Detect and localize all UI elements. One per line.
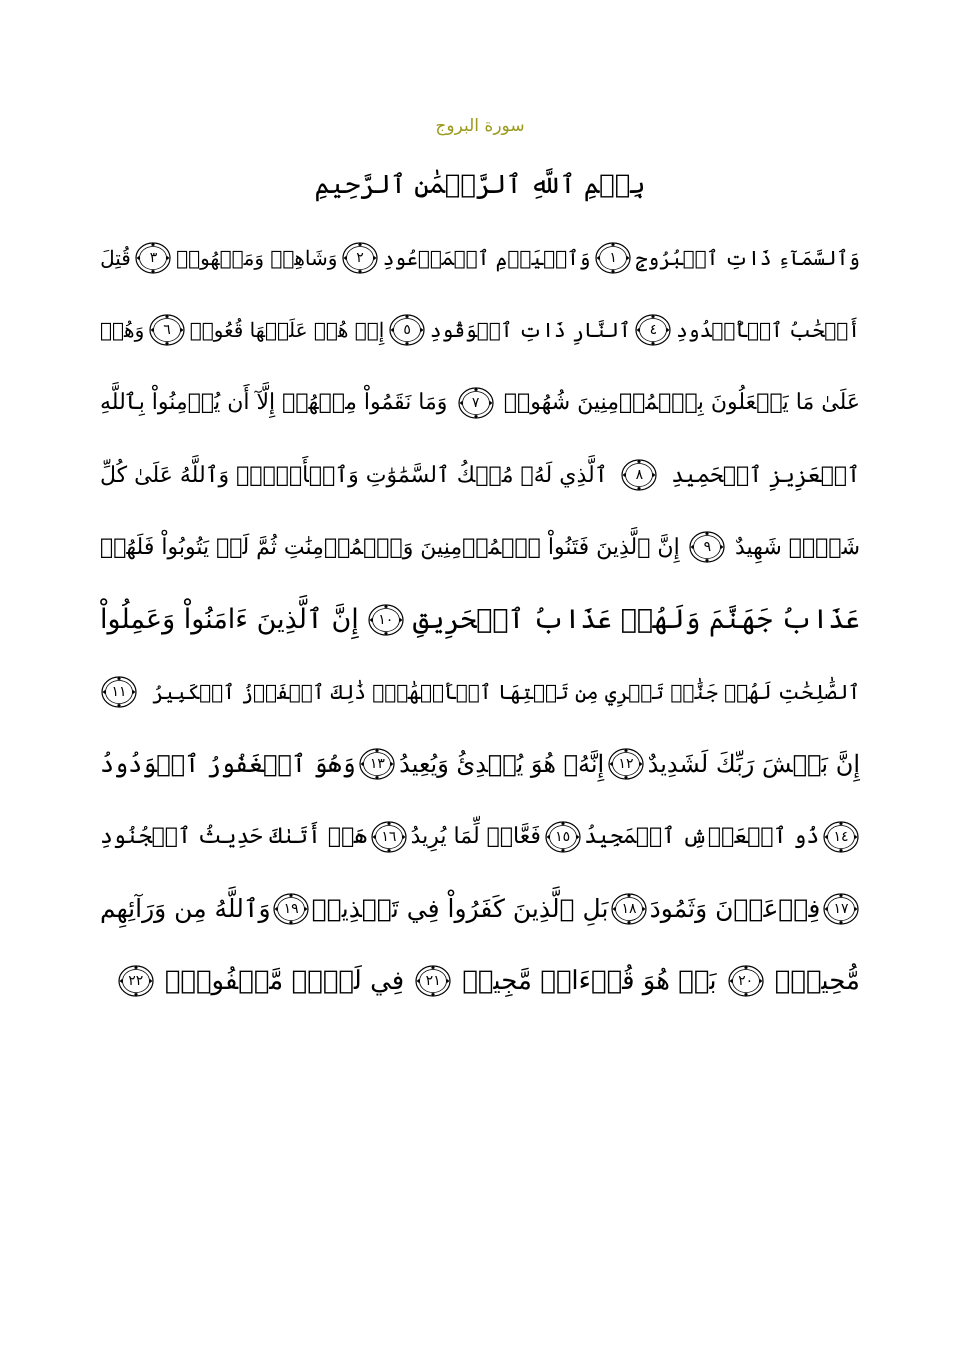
verse-number: ٩ xyxy=(703,539,712,556)
verse-number-marker xyxy=(272,892,310,926)
verse-line xyxy=(100,800,860,872)
verse-text: وَمَا نَقَمُواْ مِنۡهُمۡ إِلَّآ أَن يُؤۡمِنُواْ بِٱللَّهِ xyxy=(100,390,448,416)
verse-text: فِرۡعَوۡنَ وَثَمُودَ xyxy=(649,894,821,924)
verse-number-marker xyxy=(341,241,379,275)
verse-text: ٱلنَّارِ ذَاتِ ٱلۡوَقُودِ xyxy=(429,318,631,343)
verse-line xyxy=(100,728,860,800)
verse-number-marker xyxy=(117,964,155,998)
verse-text: وَشَاهِدٖ وَمَشۡهُودٖ xyxy=(176,246,338,271)
verse-text: إِذۡ هُمۡ عَلَيۡهَا قُعُودٞ xyxy=(189,318,385,343)
verse-number: ١ xyxy=(609,250,617,267)
verse-text: إِنَّ بَطۡشَ رَبِّكَ لَشَدِيدٌ xyxy=(647,750,860,779)
verse-number-marker xyxy=(607,747,645,781)
verse-text: فِي لَوۡحٖ مَّحۡفُوظِۭ xyxy=(164,966,405,997)
verse-text: مُّحِيطُۢ xyxy=(774,966,860,997)
verse-number-marker xyxy=(544,820,582,854)
verse-text: قُتِلَ xyxy=(100,246,131,271)
verse-number-marker xyxy=(822,820,860,854)
verse-line xyxy=(100,945,860,1017)
verse-number: ١٨ xyxy=(621,900,637,917)
verse-block xyxy=(100,222,860,1017)
verse-text: عَلَىٰ مَا يَفۡعَلُونَ بِٱلۡمُؤۡمِنِينَ شُهُودٞ xyxy=(503,390,860,416)
verse-text: أَصۡحَٰبُ ٱلۡأُخۡدُودِ xyxy=(676,318,860,343)
verse-number-marker xyxy=(688,530,726,564)
verse-number: ٨ xyxy=(635,467,644,484)
verse-number: ٦ xyxy=(163,322,171,339)
verse-number: ١١ xyxy=(111,683,127,700)
verse-number: ٢١ xyxy=(425,973,441,990)
verse-text: وَهُوَ ٱلۡغَفُورُ ٱلۡوَدُودُ xyxy=(100,750,356,779)
verse-number-marker xyxy=(727,964,765,998)
verse-number-marker xyxy=(620,458,658,492)
verse-number-marker xyxy=(610,892,648,926)
verse-text: وَٱلسَّمَآءِ ذَاتِ ٱلۡبُرُوجِ xyxy=(635,246,860,271)
verse-text: بَلِ ٱلَّذِينَ كَفَرُواْ فِي تَكۡذِيبٖ xyxy=(311,894,609,924)
verse-number-marker xyxy=(634,313,672,347)
verse-number-marker xyxy=(822,892,860,926)
verse-text: ٱلَّذِي لَهُۥ مُلۡكُ ٱلسَّمَٰوَٰتِ وَٱلۡأَرۡضِۚ وَٱللَّهُ عَلَىٰ كُلِّ xyxy=(100,462,608,488)
verse-text: ذُو ٱلۡعَرۡشِ ٱلۡمَجِيدُ xyxy=(584,824,820,850)
verse-number-marker xyxy=(358,747,396,781)
verse-number-marker xyxy=(388,313,426,347)
verse-number: ٢ xyxy=(356,250,364,267)
verse-text: ٱلۡعَزِيزِ ٱلۡحَمِيدِ xyxy=(671,462,860,488)
verse-text: إِنَّ ٱلَّذِينَ فَتَنُواْ ٱلۡمُؤۡمِنِينَ وَٱلۡمُؤۡمِنَٰتِ ثُمَّ لَمۡ يَتُوبُواْ فَلَهُمۡ xyxy=(100,534,680,560)
verse-number: ١٦ xyxy=(381,828,397,845)
verse-text: عَذَابُ جَهَنَّمَ وَلَهُمۡ عَذَابُ ٱلۡحَرِيقِ xyxy=(412,604,860,636)
verse-text: فَعَّالٞ لِّمَا يُرِيدُ xyxy=(410,824,541,850)
verse-number: ١٥ xyxy=(555,828,571,845)
verse-number-marker xyxy=(414,964,452,998)
verse-number: ٥ xyxy=(403,322,411,339)
verse-number-marker xyxy=(367,603,405,637)
verse-number-marker xyxy=(100,675,138,709)
verse-number: ٧ xyxy=(471,394,480,411)
verse-number: ١٧ xyxy=(833,900,849,917)
verse-text: هَلۡ أَتَىٰكَ حَدِيثُ ٱلۡجُنُودِ xyxy=(100,824,368,850)
verse-text: إِنَّهُۥ هُوَ يُبۡدِئُ وَيُعِيدُ xyxy=(399,750,605,779)
verse-number-marker xyxy=(594,241,632,275)
verse-number-marker xyxy=(134,241,172,275)
verse-number: ٢٠ xyxy=(738,973,754,990)
verse-text: إِنَّ ٱلَّذِينَ ءَامَنُواْ وَعَمِلُواْ xyxy=(100,604,359,636)
verse-number: ٤ xyxy=(649,322,658,339)
verse-number: ١٣ xyxy=(369,756,385,773)
verse-number: ٣ xyxy=(149,250,158,267)
verse-number: ١٠ xyxy=(378,611,394,628)
verse-line xyxy=(100,294,860,366)
verse-text: ٱلصَّٰلِحَٰتِ لَهُمۡ جَنَّٰتٞ تَجۡرِي مِن تَحۡتِهَا ٱلۡأَنۡهَٰرُۚ ذَٰلِكَ ٱلۡفَوۡزُ ٱلۡكَبِيرُ xyxy=(152,679,860,704)
verse-text: وَٱللَّهُ مِن وَرَآئِهِم xyxy=(100,894,271,924)
basmala xyxy=(260,160,700,210)
verse-text: وَهُمۡ xyxy=(100,318,145,343)
verse-line xyxy=(100,873,860,945)
verse-line xyxy=(100,222,860,294)
verse-number-marker xyxy=(370,820,408,854)
verse-number: ١٢ xyxy=(618,756,634,773)
verse-line xyxy=(100,511,860,583)
verse-text: شَيۡءٖ شَهِيدٌ xyxy=(735,534,860,560)
verse-line xyxy=(100,439,860,511)
verse-number: ١٩ xyxy=(283,900,299,917)
verse-text: بَلۡ هُوَ قُرۡءَانٞ مَّجِيدٞ xyxy=(462,966,717,997)
verse-number-marker xyxy=(148,313,186,347)
basmala-text: بِسۡمِ ٱللَّهِ ٱلرَّحۡمَٰنِ ٱلرَّحِيمِ xyxy=(307,170,654,200)
surah-title: سورة البروج xyxy=(435,116,525,136)
verse-number: ٢٢ xyxy=(128,973,144,990)
verse-number: ١٤ xyxy=(833,828,849,845)
verse-line xyxy=(100,583,860,655)
verse-line xyxy=(100,656,860,728)
verse-line xyxy=(100,367,860,439)
verse-number-marker xyxy=(457,386,495,420)
verse-text: وَٱلۡيَوۡمِ ٱلۡمَوۡعُودِ xyxy=(382,246,591,271)
